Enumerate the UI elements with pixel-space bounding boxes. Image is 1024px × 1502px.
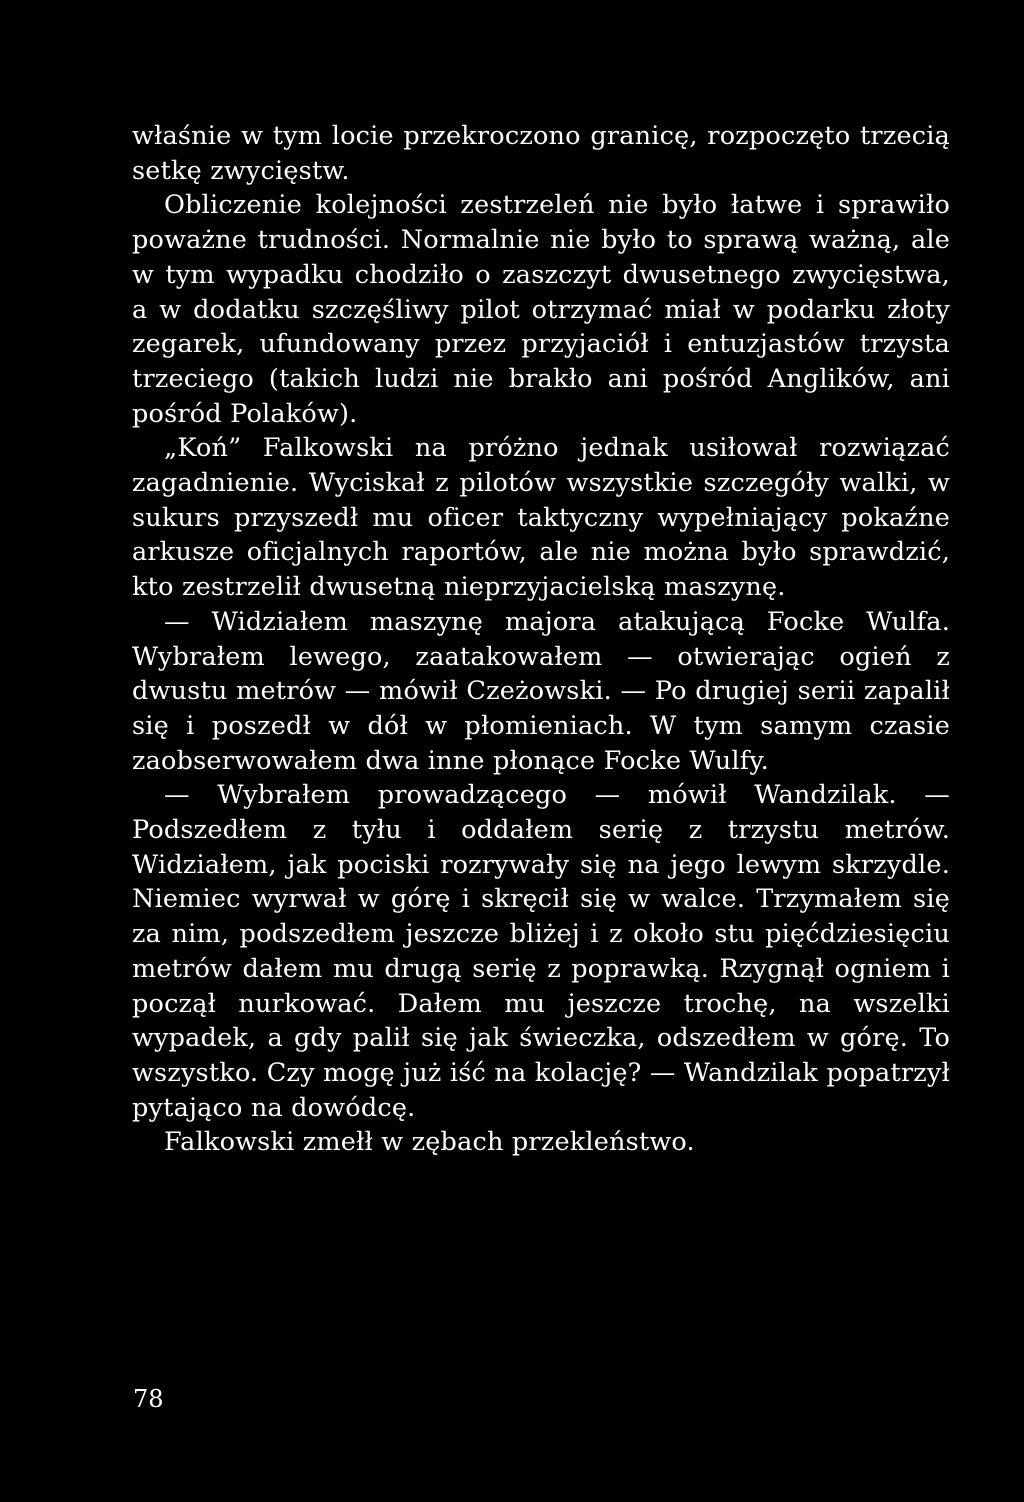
page-number: 78: [133, 1385, 164, 1413]
paragraph-2: Obliczenie kolejności zestrzeleń nie było łatwe i sprawiło poważne trudności. Normalnie nie było to sprawą ważną, ale w tym wypadku chodziło o zaszczyt dwusetnego zwycięstwa, a w dodatku szczęśliwy pilot otrzymać miał w podarku złoty zegarek, ufundowany przez przyjaciół i entuzjastów trzysta trzeciego (takich ludzi nie brakło ani pośród Anglików, ani pośród Polaków).: [132, 190, 950, 429]
paragraph-6: Falkowski zmełł w zębach przekleństwo.: [164, 1127, 695, 1158]
paragraph-4: — Widziałem maszynę majora atakującą Focke Wulfa. Wybrałem lewego, zaatakowałem — otwierając ogień z dwustu metrów — mówił Czeżowski. — Po drugiej serii zapalił się i poszedł w dół w płomieniach. W tym samym czasie zaobserwowałem dwa inne płonące Focke Wulfy.: [132, 606, 950, 776]
paragraph-3: „Koń” Falkowski na próżno jednak usiłował rozwiązać zagadnienie. Wyciskał z pilotów wszystkie szczegóły walki, w sukurs przyszedł mu oficer taktyczny wypełniający pokaźne arkusze oficjalnych raportów, ale nie można było sprawdzić, kto zestrzelił dwusetną nieprzyjacielską maszynę.: [132, 433, 950, 603]
paragraph-5: — Wybrałem prowadzącego — mówił Wandzilak. — Podszedłem z tyłu i oddałem serię z trzystu metrów. Widziałem, jak pociski rozrywały się na jego lewym skrzydle. Niemiec wyrwał w górę i skręcił się w walce. Trzymałem się za nim, podszedłem jeszcze bliżej i z około stu pięćdziesięciu metrów dałem mu drugą serię z poprawką. Rzygnął ogniem i począł nurkować. Dałem mu jeszcze trochę, na wszelki wypadek, a gdy palił się jak świeczka, odszedłem w górę. To wszystko. Czy mogę już iść na kolację? — Wandzilak popatrzył pytająco na dowódcę.: [132, 780, 950, 1123]
page-body-text: [132, 119, 950, 1160]
paragraph-1: właśnie w tym locie przekroczono granicę, rozpoczęto trzecią setkę zwycięstw.: [132, 121, 950, 186]
